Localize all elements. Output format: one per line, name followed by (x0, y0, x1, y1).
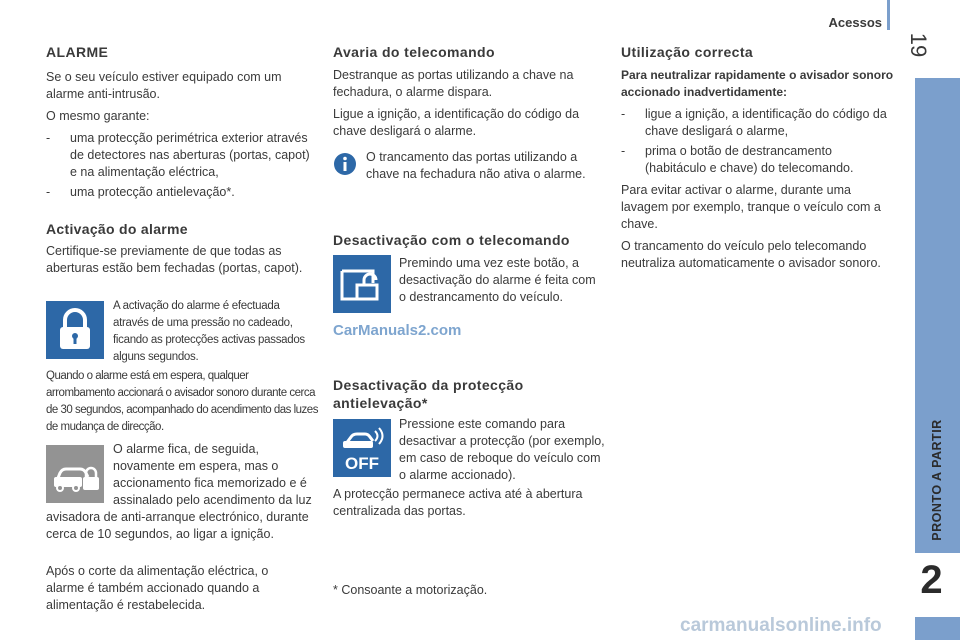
tilt-title: Desactivação da protecção antielevação* (333, 377, 524, 411)
key-fob-unlock-icon (333, 255, 391, 313)
watermark-carmanuals: CarManuals2.com (333, 322, 462, 339)
lock-text: A activação do alarme é efectuada através de uma pressão no cadeado, ficando as protecções activas passados alguns segundos. (113, 300, 305, 363)
relock-block: O alarme fica, de seguida, novamente em espera, mas o accionamento fica memorizado e é assinalado pelo acendimento da luz avisadora de anti-arranque electrónico, durante cerca de 10 segundos, ao ligar a ignição. (46, 442, 312, 541)
info-text: O trancamento das portas utilizando a chave na fechadura não ativa o alarme. (366, 150, 586, 181)
correct-use-p1: Para evitar activar o alarme, durante uma lavagem por exemplo, tranque o veículo com a chave. (621, 183, 881, 231)
activation-text: Certifique-se previamente de que todas as aberturas estão bem fechadas (portas, capot). (46, 244, 303, 275)
fault-title: Avaria do telecomando (333, 44, 495, 60)
padlock-icon (46, 301, 104, 359)
alarm-bullet-2: - uma protecção antielevação*. (46, 185, 235, 199)
footer-watermark: carmanualsonline.info (680, 615, 882, 636)
correct-use-text (621, 67, 896, 277)
chapter-number: 2 (920, 558, 943, 602)
info-icon (333, 152, 357, 176)
page-number: 19 (906, 32, 931, 58)
alarm-p1: Se o seu veículo estiver equipado com um alarme anti-intrusão. (46, 70, 282, 101)
standby-text: Quando o alarme está em espera, qualquer arrombamento accionará o avisador sonoro durante cerca de 30 segundos, acompanhado do acendimento das luzes de mudança de direcção. (46, 370, 318, 433)
deactivation-title: Desactivação com o telecomando (333, 232, 570, 248)
footnote: * Consoante a motorização. (333, 583, 488, 597)
tilt-text: Pressione este comando para desactivar a protecção (por exemplo, em caso de reboque do veículo com o alarme accionado). (399, 417, 605, 482)
fault-text: Destranque as portas utilizando a chave na fechadura, o alarme dispara. Ligue a ignição, a identificação do código da chave desligará o alarme. (333, 68, 580, 138)
alarm-p2: O mesmo garante: (46, 109, 150, 123)
tilt-off-icon (333, 419, 391, 477)
alarm-bullet-1: - uma protecção perimétrica exterior através de detectores nas aberturas (portas, capot) e na alimentação eléctrica, (46, 131, 310, 179)
correct-use-bullet-2: - prima o botão de destrancamento (habitáculo e chave) do telecomando. (621, 144, 854, 175)
alarm-intro (46, 43, 318, 201)
correct-use-bullet-1: - ligue a ignição, a identificação do código da chave desligará o alarme, (621, 107, 887, 138)
correct-use-p2: O trancamento do veículo pelo telecomando neutraliza automaticamente o avisador sonoro. (621, 239, 881, 270)
off-label: OFF (345, 454, 379, 473)
correct-use-subtitle: Para neutralizar rapidamente o avisador sonoro accionado inadvertidamente: (621, 68, 894, 99)
activation-title: Activação do alarme (46, 221, 188, 237)
power-text: Após o corte da alimentação eléctrica, o alarme é também accionado quando a alimentação é restabelecida. (46, 564, 269, 612)
chapter-title: PRONTO A PARTIR (930, 419, 944, 541)
correct-use-title: Utilização correcta (621, 44, 754, 60)
header-accent-bar (887, 0, 890, 30)
tilt-p2: A protecção permanece activa até à abertura centralizada das portas. (333, 487, 583, 518)
section-title: Acessos (828, 15, 882, 30)
deactivation-text: Premindo uma vez este botão, a desactivação do alarme é feita com o destrancamento do veículo. (399, 256, 596, 304)
alarm-title: ALARME (46, 44, 109, 60)
